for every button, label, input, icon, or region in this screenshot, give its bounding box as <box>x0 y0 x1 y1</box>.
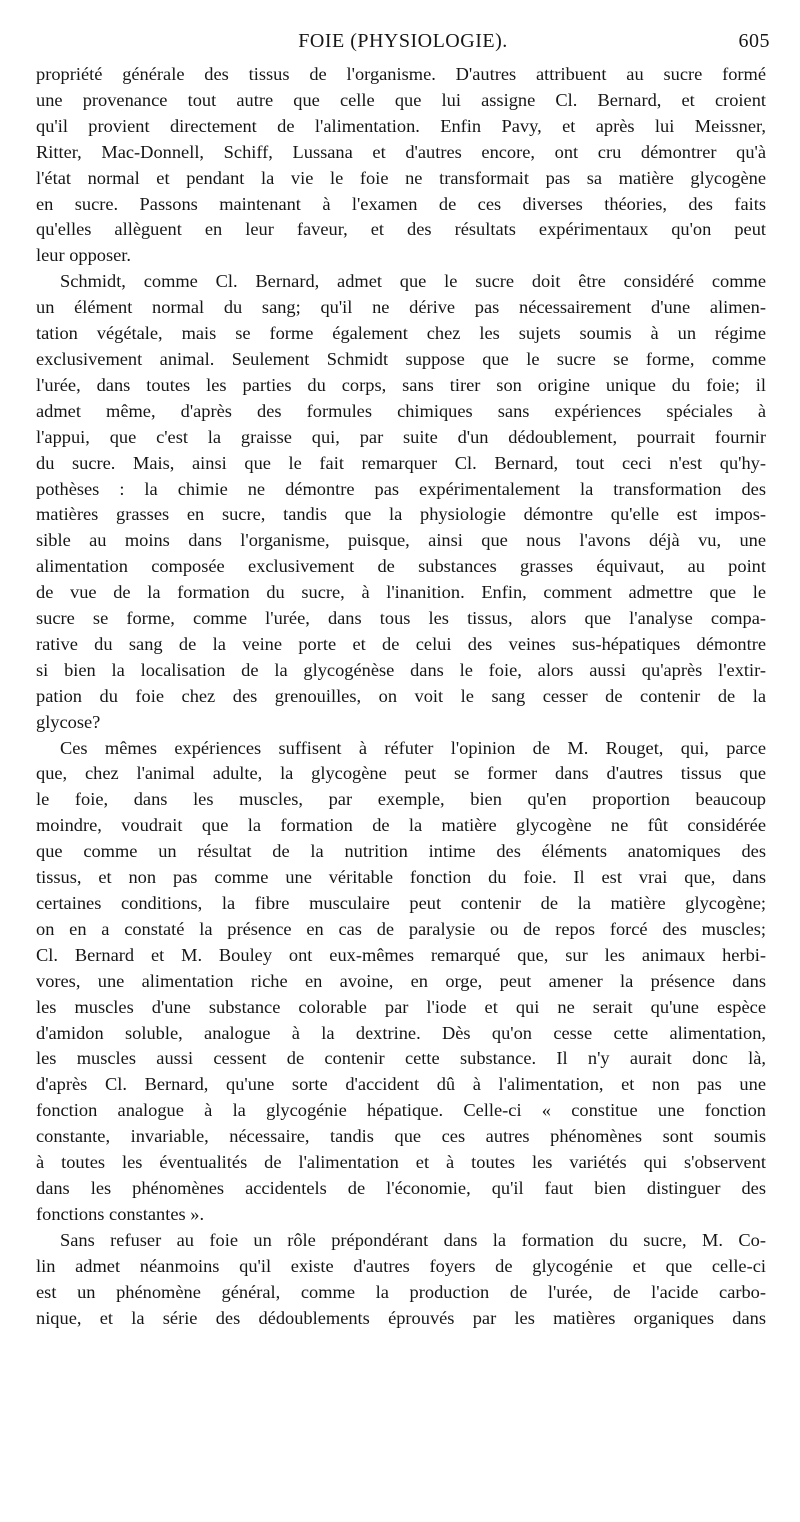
text-line: les muscles d'une substance colorable par l'iode et qui ne serait qu'une espèce <box>36 996 766 1017</box>
text-line: sucre se forme, comme l'urée, dans tous les tissus, alors que l'analyse compa- <box>36 608 766 629</box>
text-line: de vue de la formation du sucre, à l'inanition. Enfin, comment admettre que le <box>36 582 766 603</box>
text-line: vores, une alimentation riche en avoine, en orge, peut amener la présence dans <box>36 970 766 991</box>
text-line: l'urée, dans toutes les parties du corps, sans tirer son origine unique du foie; il <box>36 374 766 395</box>
running-title: FOIE (PHYSIOLOGIE). <box>298 30 508 52</box>
text-line: pation du foie chez des grenouilles, on voit le sang cesser de contenir de la <box>36 685 766 706</box>
text-line: pothèses : la chimie ne démontre pas expérimentalement la transformation des <box>36 478 766 499</box>
text-line: on en a constaté la présence en cas de paralysie ou de repos forcé des muscles; <box>36 918 766 939</box>
text-line: le foie, dans les muscles, par exemple, bien qu'en proportion beaucoup <box>36 789 766 810</box>
text-line: que, chez l'animal adulte, la glycogène peut se former dans d'autres tissus que <box>36 763 766 784</box>
text-line: tation végétale, mais se forme également chez les sujets soumis à un régime <box>36 323 766 344</box>
text-line: les muscles aussi cessent de contenir cette substance. Il n'y aurait donc là, <box>36 1048 766 1069</box>
text-line: une provenance tout autre que celle que lui assigne Cl. Bernard, et croient <box>36 89 766 110</box>
paragraph <box>36 269 766 735</box>
text-line: à toutes les éventualités de l'alimentation et à toutes les variétés qui s'observent <box>36 1152 766 1173</box>
text-line: exclusivement animal. Seulement Schmidt suppose que le sucre se forme, comme <box>36 348 766 369</box>
text-line: matières grasses en sucre, tandis que la physiologie démontre qu'elle est impos- <box>36 504 766 525</box>
text-line: que comme un résultat de la nutrition intime des éléments anatomiques des <box>36 841 766 862</box>
text-line: l'état normal et pendant la vie le foie ne transformait pas sa matière glycogène <box>36 167 766 188</box>
paragraph <box>36 736 766 1228</box>
text-line: tissus, et non pas comme une véritable fonction du foie. Il est vrai que, dans <box>36 867 766 888</box>
text-line: admet même, d'après des formules chimiques sans expériences spéciales à <box>36 400 766 421</box>
text-line: Ritter, Mac-Donnell, Schiff, Lussana et d'autres encore, ont cru démontrer qu'à <box>36 141 766 162</box>
text-line: rative du sang de la veine porte et de celui des veines sus-hépatiques démontre <box>36 633 766 654</box>
text-line: lin admet néanmoins qu'il existe d'autres foyers de glycogénie et que celle-ci <box>36 1255 766 1276</box>
text-line: nique, et la série des dédoublements éprouvés par les matières organiques dans <box>36 1307 766 1328</box>
text-line: leur opposer. <box>36 245 131 266</box>
page-header <box>36 30 770 56</box>
text-line: fonctions constantes ». <box>36 1203 205 1224</box>
text-line: si bien la localisation de la glycogénèse dans le foie, alors aussi qu'après l'extir- <box>36 659 766 680</box>
text-line: qu'elles allèguent en leur faveur, et des résultats expérimentaux qu'on peut <box>36 219 766 240</box>
text-line: certaines conditions, la fibre musculaire peut contenir de la matière glycogène; <box>36 893 766 913</box>
text-line: d'amidon soluble, analogue à la dextrine. Dès qu'on cesse cette alimentation, <box>36 1022 766 1043</box>
text-line: fonction analogue à la glycogénie hépatique. Celle-ci « constitue une fonction <box>36 1100 766 1121</box>
text-line: Sans refuser au foie un rôle prépondérant dans la formation du sucre, M. Co- <box>60 1229 766 1250</box>
text-line: alimentation composée exclusivement de substances grasses équivaut, au point <box>36 556 766 577</box>
text-line: Cl. Bernard et M. Bouley ont eux-mêmes remarqué que, sur les animaux herbi- <box>36 944 766 965</box>
text-line: un élément normal du sang; qu'il ne dérive pas nécessairement d'une alimen- <box>36 297 766 318</box>
text-body <box>36 62 766 1331</box>
paragraph <box>36 62 766 269</box>
text-line: est un phénomène général, comme la production de l'urée, de l'acide carbo- <box>36 1281 766 1302</box>
text-line: constante, invariable, nécessaire, tandis que ces autres phénomènes sont soumis <box>36 1126 766 1147</box>
text-line: d'après Cl. Bernard, qu'une sorte d'accident dû à l'alimentation, et non pas une <box>36 1074 766 1095</box>
text-line: Schmidt, comme Cl. Bernard, admet que le sucre doit être considéré comme <box>60 271 766 292</box>
text-line: dans les phénomènes accidentels de l'économie, qu'il faut bien distinguer des <box>36 1177 766 1198</box>
page-number: 605 <box>738 30 770 52</box>
text-line: l'appui, que c'est la graisse qui, par suite d'un dédoublement, pourrait fournir <box>36 426 766 447</box>
text-line: Ces mêmes expériences suffisent à réfuter l'opinion de M. Rouget, qui, parce <box>60 737 766 758</box>
text-line: du sucre. Mais, ainsi que le fait remarquer Cl. Bernard, tout ceci n'est qu'hy- <box>36 452 766 473</box>
text-line: qu'il provient directement de l'alimentation. Enfin Pavy, et après lui Meissner, <box>36 115 766 136</box>
text-line: sible au moins dans l'organisme, puisque, ainsi que nous l'avons déjà vu, une <box>36 530 766 551</box>
paragraph <box>36 1228 766 1332</box>
text-line: glycose? <box>36 711 101 732</box>
text-line: propriété générale des tissus de l'organisme. D'autres attribuent au sucre formé <box>36 64 766 84</box>
text-line: en sucre. Passons maintenant à l'examen de ces diverses théories, des faits <box>36 193 766 214</box>
text-line: moindre, voudrait que la formation de la matière glycogène ne fût considérée <box>36 815 766 836</box>
